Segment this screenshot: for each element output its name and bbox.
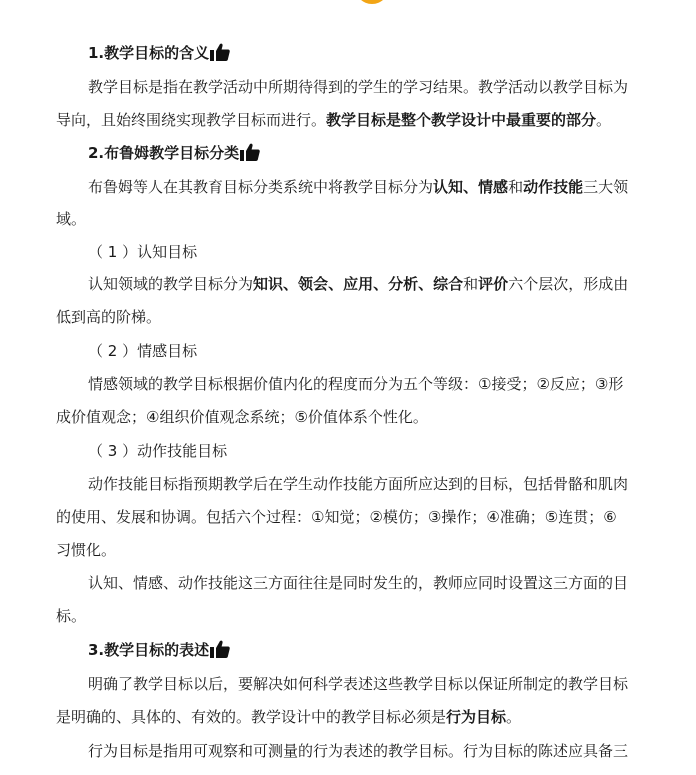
- section-1-para-line-2: 导向，且始终围绕实现教学目标而进行。教学目标是整个教学设计中最重要的部分。: [56, 111, 612, 129]
- thumbs-up-icon: [210, 640, 230, 658]
- top-decoration: [355, 0, 389, 4]
- section-2-heading: 2.布鲁姆教学目标分类: [88, 142, 260, 164]
- subsection-1-line-1: 认知领域的教学目标分为知识、领会、应用、分析、综合和评价六个层次，形成由: [88, 275, 629, 293]
- subsection-3-title: （ 3 ）动作技能目标: [88, 442, 228, 460]
- subsection-2-line-2: 成价值观念；④组织价值观念系统；⑤价值体系个性化。: [56, 408, 428, 426]
- summary-line-1: 认知、情感、动作技能这三方面往往是同时发生的，教师应同时设置这三方面的目: [88, 574, 629, 592]
- emphasis-text: 行为目标: [446, 708, 507, 726]
- section-2-intro-line-2: 域。: [56, 210, 87, 228]
- subsection-3-line-2: 的使用、发展和协调。包括六个过程：①知觉；②模仿；③操作；④准确；⑤连贯；⑥: [56, 508, 617, 526]
- section-3-para-2-line-1: 行为目标是指用可观察和可测量的行为表述的教学目标。行为目标的陈述应具备三: [88, 742, 629, 760]
- section-1-heading: 1.教学目标的含义: [88, 42, 230, 64]
- section-3-para-1-line-1: 明确了教学目标以后，要解决如何科学表述这些教学目标以保证所制定的教学目标: [88, 675, 629, 693]
- subsection-3-line-1: 动作技能目标指预期教学后在学生动作技能方面所应达到的目标，包括骨骼和肌肉: [88, 475, 629, 493]
- section-3-para-1-line-2: 是明确的、具体的、有效的。教学设计中的教学目标必须是行为目标。: [56, 708, 522, 726]
- subsection-2-title: （ 2 ）情感目标: [88, 342, 198, 360]
- section-2-intro-line-1: 布鲁姆等人在其教育目标分类系统中将教学目标分为认知、情感和动作技能三大领: [88, 178, 629, 196]
- thumbs-up-icon: [240, 143, 260, 161]
- subsection-3-line-3: 习惯化。: [56, 541, 117, 559]
- section-1-para-line-1: 教学目标是指在教学活动中所期待得到的学生的学习结果。教学活动以教学目标为: [88, 78, 629, 96]
- section-3-heading: 3.教学目标的表述: [88, 639, 230, 661]
- summary-line-2: 标。: [56, 607, 87, 625]
- thumbs-up-icon: [210, 43, 230, 61]
- emphasis-text: 教学目标是整个教学设计中最重要的部分: [326, 111, 597, 129]
- subsection-2-line-1: 情感领域的教学目标根据价值内化的程度而分为五个等级：①接受；②反应；③形: [88, 375, 624, 393]
- subsection-1-title: （ 1 ）认知目标: [88, 243, 198, 261]
- subsection-1-line-2: 低到高的阶梯。: [56, 308, 162, 326]
